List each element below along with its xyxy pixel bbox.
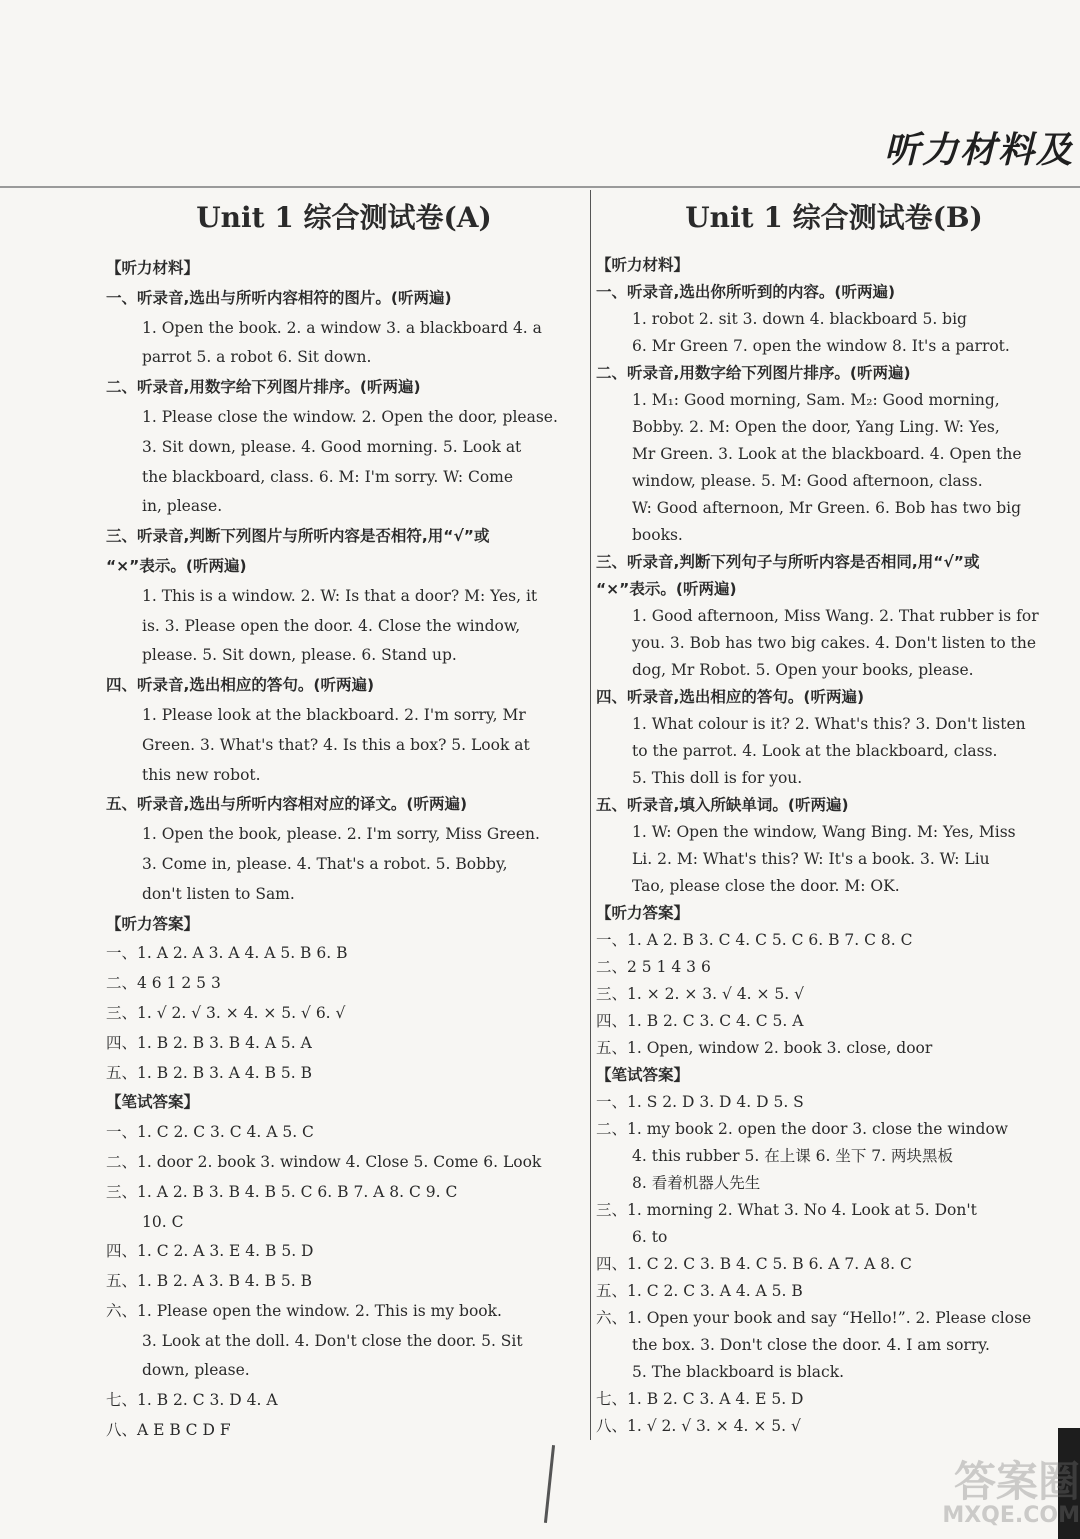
content-rows-a	[106, 254, 582, 1446]
text-line: you. 3. Bob has two big cakes. 4. Don't listen to the	[632, 634, 1037, 652]
text-line: 一、1. S 2. D 3. D 4. D 5. S	[596, 1093, 804, 1111]
header-rule	[0, 186, 1080, 188]
text-line: 一、1. C 2. C 3. C 4. A 5. C	[106, 1123, 314, 1142]
text-line: 6. to	[632, 1228, 668, 1246]
text-line: 六、1. Please open the window. 2. This is my book.	[106, 1301, 502, 1320]
text-line: 1. This is a window. 2. W: Is that a door? M: Yes, it	[142, 586, 538, 605]
text-line: W: Good afternoon, Mr Green. 6. Bob has two big	[632, 499, 1022, 517]
text-line: 1. Open the book. 2. a window 3. a blackboard 4. a	[142, 318, 542, 337]
text-line: 二、4 6 1 2 5 3	[106, 974, 221, 993]
text-line: 一、1. A 2. A 3. A 4. A 5. B 6. B	[106, 944, 348, 963]
watermark-line2: MXQE.COM	[942, 1503, 1080, 1528]
text-line: 1. Please close the window. 2. Open the door, please.	[142, 407, 558, 426]
column-divider	[590, 190, 591, 1440]
section-heading: “×”表示。(听两遍)	[596, 580, 737, 598]
text-line: 五、1. B 2. A 3. B 4. B 5. B	[106, 1272, 313, 1291]
text-line: 1. Good afternoon, Miss Wang. 2. That rubber is for	[632, 607, 1039, 625]
text-line: 四、1. C 2. A 3. E 4. B 5. D	[106, 1242, 314, 1261]
text-line: 1. What colour is it? 2. What's this? 3. Don't listen	[632, 715, 1026, 733]
text-line: 五、1. C 2. C 3. A 4. A 5. B	[596, 1282, 803, 1300]
text-line: 三、1. × 2. × 3. √ 4. × 5. √	[596, 985, 805, 1003]
text-line: window, please. 5. M: Good afternoon, class.	[632, 472, 983, 490]
text-line: this new robot.	[142, 765, 261, 784]
section-heading: 四、听录音,选出相应的答句。(听两遍)	[106, 676, 375, 695]
text-line: Li. 2. M: What's this? W: It's a book. 3. W: Liu	[632, 850, 990, 868]
section-label: 【听力答案】	[106, 914, 200, 933]
text-line: Green. 3. What's that? 4. Is this a box? 5. Look at	[142, 735, 530, 754]
text-line: 6. Mr Green 7. open the window 8. It's a parrot.	[632, 337, 1010, 355]
text-line: the box. 3. Don't close the door. 4. I am sorry.	[632, 1336, 990, 1354]
section-heading: “×”表示。(听两遍)	[106, 556, 247, 575]
text-line: 七、1. B 2. C 3. D 4. A	[106, 1391, 278, 1410]
text-line: 1. robot 2. sit 3. down 4. blackboard 5. big	[632, 310, 967, 328]
watermark-logo	[930, 1457, 1080, 1539]
section-label: 【笔试答案】	[596, 1066, 690, 1084]
text-line: 1. M₁: Good morning, Sam. M₂: Good morning,	[632, 391, 1000, 409]
text-line: books.	[632, 526, 683, 544]
section-heading: 二、听录音,用数字给下列图片排序。(听两遍)	[596, 364, 911, 382]
text-line: 二、1. door 2. book 3. window 4. Close 5. Come 6. Look	[106, 1152, 542, 1171]
text-line: 5. This doll is for you.	[632, 769, 803, 787]
text-line: 8. 看着机器人先生	[632, 1174, 761, 1192]
section-heading: 二、听录音,用数字给下列图片排序。(听两遍)	[106, 378, 421, 397]
text-line: dog, Mr Robot. 5. Open your books, please.	[632, 661, 974, 679]
text-line: 5. The blackboard is black.	[632, 1363, 845, 1381]
page-header-title: 听力材料及	[884, 130, 1075, 171]
text-line: 六、1. Open your book and say “Hello!”. 2. Please close	[596, 1309, 1032, 1327]
pen-stroke-mark	[544, 1445, 555, 1523]
text-line: 10. C	[142, 1212, 184, 1231]
text-line: don't listen to Sam.	[142, 884, 295, 903]
text-line: 一、1. A 2. B 3. C 4. C 5. C 6. B 7. C 8. C	[596, 931, 913, 949]
unit-title-b: Unit 1 综合测试卷(B)	[685, 201, 983, 234]
text-line: the blackboard, class. 6. M: I'm sorry. W: Come	[142, 467, 514, 486]
text-line: 3. Come in, please. 4. That's a robot. 5. Bobby,	[142, 854, 508, 873]
text-line: 1. Please look at the blackboard. 2. I'm sorry, Mr	[142, 705, 526, 724]
text-line: is. 3. Please open the door. 4. Close the window,	[142, 616, 521, 635]
text-line: 3. Look at the doll. 4. Don't close the door. 5. Sit	[142, 1331, 523, 1350]
unit-title-a: Unit 1 综合测试卷(A)	[196, 201, 492, 234]
text-line: 四、1. C 2. C 3. B 4. C 5. B 6. A 7. A 8. C	[596, 1255, 912, 1273]
content-rows-b	[596, 252, 1072, 1440]
column-unit1-b	[596, 196, 1072, 1440]
section-heading: 三、听录音,判断下列图片与所听内容是否相符,用“√”或	[106, 527, 490, 546]
text-line: 三、1. morning 2. What 3. No 4. Look at 5. Don't	[596, 1201, 977, 1219]
watermark-line1: 答案圈	[953, 1457, 1080, 1506]
text-line: 五、1. Open, window 2. book 3. close, door	[596, 1039, 933, 1057]
text-line: down, please.	[142, 1361, 250, 1380]
text-line: 1. W: Open the window, Wang Bing. M: Yes, Miss	[632, 823, 1016, 841]
text-line: 七、1. B 2. C 3. A 4. E 5. D	[596, 1390, 804, 1408]
text-line: 三、1. √ 2. √ 3. × 4. × 5. √ 6. √	[106, 1003, 346, 1022]
text-line: 4. this rubber 5. 在上课 6. 坐下 7. 两块黑板	[632, 1147, 954, 1165]
text-line: 二、1. my book 2. open the door 3. close the window	[596, 1120, 1009, 1138]
text-line: Tao, please close the door. M: OK.	[632, 877, 900, 895]
section-label: 【听力答案】	[596, 904, 690, 922]
section-heading: 五、听录音,选出与所听内容相对应的译文。(听两遍)	[106, 795, 468, 814]
text-line: to the parrot. 4. Look at the blackboard, class.	[632, 742, 998, 760]
text-line: 3. Sit down, please. 4. Good morning. 5. Look at	[142, 437, 522, 456]
section-heading: 一、听录音,选出与所听内容相符的图片。(听两遍)	[106, 288, 452, 307]
text-line: 1. Open the book, please. 2. I'm sorry, Miss Green.	[142, 825, 540, 844]
text-line: 二、2 5 1 4 3 6	[596, 958, 711, 976]
text-line: Mr Green. 3. Look at the blackboard. 4. Open the	[632, 445, 1022, 463]
section-label: 【听力材料】	[596, 256, 690, 274]
text-line: 八、A E B C D F	[106, 1421, 231, 1440]
text-line: 五、1. B 2. B 3. A 4. B 5. B	[106, 1063, 313, 1082]
column-unit1-a	[106, 196, 582, 1446]
section-label: 【听力材料】	[106, 259, 200, 277]
text-line: in, please.	[142, 497, 223, 516]
text-line: Bobby. 2. M: Open the door, Yang Ling. W: Yes,	[632, 418, 1000, 436]
text-line: please. 5. Sit down, please. 6. Stand up.	[142, 646, 457, 665]
text-line: parrot 5. a robot 6. Sit down.	[142, 348, 372, 367]
section-label: 【笔试答案】	[106, 1093, 200, 1112]
section-heading: 三、听录音,判断下列句子与所听内容是否相同,用“√”或	[596, 553, 980, 571]
section-heading: 五、听录音,填入所缺单词。(听两遍)	[596, 796, 849, 814]
text-line: 四、1. B 2. C 3. C 4. C 5. A	[596, 1012, 804, 1030]
text-line: 八、1. √ 2. √ 3. × 4. × 5. √	[596, 1417, 801, 1435]
text-line: 三、1. A 2. B 3. B 4. B 5. C 6. B 7. A 8. C 9. C	[106, 1182, 458, 1201]
text-line: 四、1. B 2. B 3. B 4. A 5. A	[106, 1033, 312, 1052]
section-heading: 四、听录音,选出相应的答句。(听两遍)	[596, 688, 865, 706]
section-heading: 一、听录音,选出你所听到的内容。(听两遍)	[596, 283, 896, 301]
